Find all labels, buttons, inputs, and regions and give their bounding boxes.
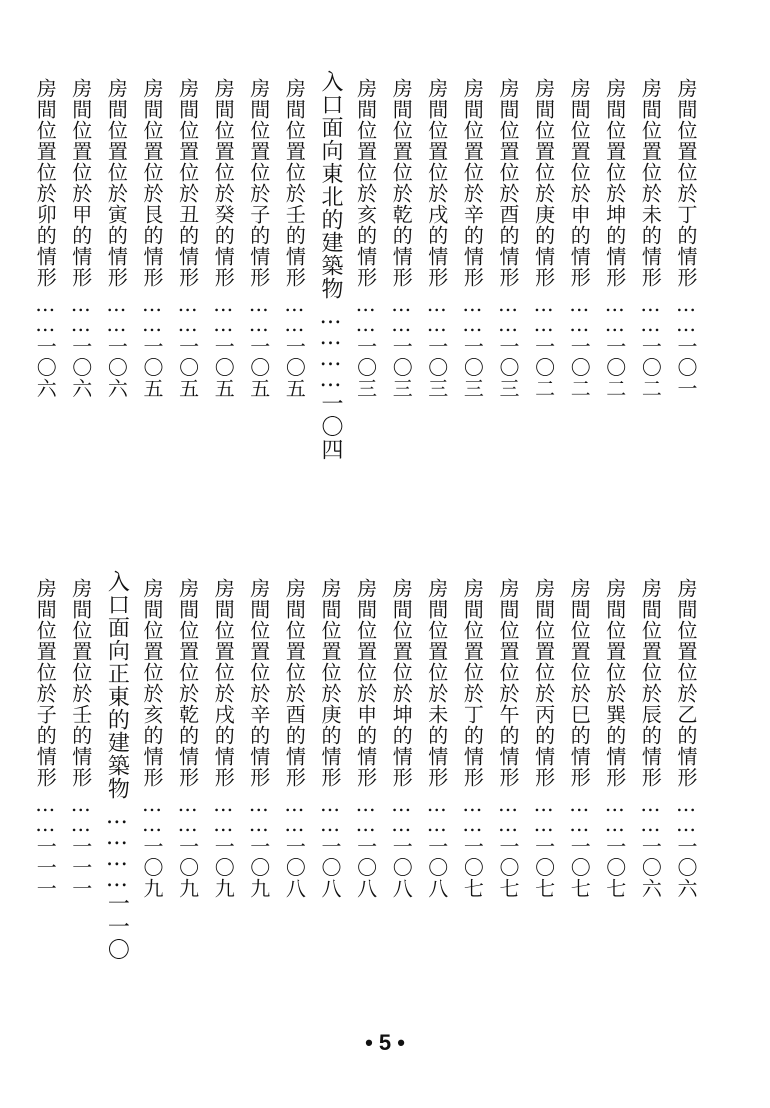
toc-entry-title: 房間位置位於辛的情形 (460, 78, 485, 288)
toc-entry (672, 78, 700, 399)
toc-leader-dots: …… (602, 792, 627, 832)
toc-entry (67, 578, 95, 899)
toc-leader-dots: …… (68, 792, 93, 832)
toc-entry (174, 78, 202, 399)
toc-leader-dots: …… (424, 292, 449, 332)
toc-entry (102, 78, 130, 399)
toc-entry-title: 入口面向東北的建築物 (318, 70, 343, 300)
toc-entry (174, 578, 202, 899)
toc-leader-dots: …… (318, 792, 342, 832)
toc-page-number: 一〇三 (353, 336, 378, 399)
toc-leader-dots: ………… (318, 304, 343, 388)
toc-entry-title: 房間位置位於戌的情形 (211, 578, 236, 788)
toc-entry (636, 578, 664, 899)
toc-entry (530, 578, 558, 899)
toc-page-number: 一〇三 (424, 336, 449, 399)
toc-leader-dots: …… (140, 792, 164, 832)
toc-leader-dots: …… (389, 292, 414, 332)
toc-page-number: 一〇七 (460, 836, 485, 899)
toc-leader-dots: …… (33, 292, 58, 332)
toc-entry (245, 78, 273, 399)
toc-entry (423, 578, 451, 899)
toc-page-number: 一〇六 (33, 336, 58, 399)
toc-entry (458, 578, 486, 899)
toc-leader-dots: …… (638, 792, 663, 832)
toc-page-number: 一〇九 (175, 836, 200, 899)
toc-page-number: 一〇八 (353, 836, 378, 899)
toc-entry (494, 578, 522, 899)
toc-page-number: 一〇一 (674, 336, 698, 399)
toc-leader-dots: …… (175, 792, 200, 832)
toc-leader-dots: …… (353, 292, 378, 332)
toc-page-number: 一一一 (33, 836, 58, 899)
toc-page-number: 一〇二 (602, 336, 627, 399)
toc-page-number: 一〇八 (282, 836, 307, 899)
toc-entry (458, 78, 486, 399)
toc-page-number: 一〇七 (567, 836, 592, 899)
toc-section-1 (0, 70, 770, 528)
toc-entry-title: 房間位置位於戌的情形 (424, 78, 449, 288)
toc-entry (672, 578, 700, 899)
toc-leader-dots: …… (282, 292, 307, 332)
toc-entry (352, 78, 380, 399)
toc-leader-dots: …… (674, 792, 698, 832)
toc-page-number: 一〇六 (674, 836, 698, 899)
toc-leader-dots: …… (567, 292, 592, 332)
toc-entry-title: 房間位置位於乾的情形 (175, 578, 200, 788)
toc-entry-title: 入口面向正東的建築物 (104, 570, 130, 800)
toc-entry-title: 房間位置位於庚的情形 (318, 578, 342, 788)
toc-entry (423, 78, 451, 399)
toc-leader-dots: …… (246, 292, 271, 332)
toc-page-number: 一〇六 (104, 336, 129, 399)
toc-entry (67, 78, 95, 399)
toc-entry (565, 578, 593, 899)
toc-entry-title: 房間位置位於丙的情形 (531, 578, 556, 788)
toc-entry (530, 78, 558, 399)
toc-entry (601, 78, 629, 399)
toc-page-number: 一〇五 (211, 336, 236, 399)
toc-leader-dots: …… (211, 792, 236, 832)
toc-entry-title: 房間位置位於壬的情形 (68, 578, 93, 788)
toc-entry-title: 房間位置位於亥的情形 (140, 578, 164, 788)
toc-entry-title: 房間位置位於酉的情形 (496, 78, 520, 288)
toc-page-number: 一〇八 (389, 836, 414, 899)
toc-entry (352, 578, 380, 899)
toc-entry-title: 房間位置位於丑的情形 (175, 78, 200, 288)
toc-entry-title: 房間位置位於乾的情形 (389, 78, 414, 288)
toc-entry (245, 578, 273, 899)
toc-entry-title: 房間位置位於坤的情形 (389, 578, 414, 788)
toc-entry-title: 房間位置位於未的情形 (424, 578, 449, 788)
toc-entry-title: 房間位置位於丁的情形 (460, 578, 485, 788)
toc-entry (280, 578, 308, 899)
toc-entry (209, 578, 237, 899)
toc-entry-title: 房間位置位於癸的情形 (211, 78, 236, 288)
toc-entry-title: 房間位置位於庚的情形 (531, 78, 556, 288)
toc-leader-dots: …… (68, 292, 93, 332)
toc-leader-dots: …… (567, 792, 592, 832)
toc-leader-dots: …… (460, 792, 485, 832)
toc-page-number: 一〇九 (140, 836, 164, 899)
toc-entry (565, 78, 593, 399)
toc-entry-title: 房間位置位於申的情形 (353, 578, 378, 788)
toc-entry-title: 房間位置位於子的情形 (33, 578, 58, 788)
toc-leader-dots: …… (424, 792, 449, 832)
toc-heading (102, 570, 130, 961)
toc-page-number: 一〇六 (638, 836, 663, 899)
toc-page-number: 一〇八 (424, 836, 449, 899)
toc-entry-title: 房間位置位於申的情形 (567, 78, 592, 288)
toc-entry (494, 78, 522, 399)
toc-heading (316, 70, 344, 461)
toc-entry-title: 房間位置位於艮的情形 (140, 78, 164, 288)
toc-entry-title: 房間位置位於辰的情形 (638, 578, 663, 788)
toc-page-number: 一一〇 (104, 892, 130, 961)
toc-page-number: 一〇五 (246, 336, 271, 399)
toc-entry-title: 房間位置位於午的情形 (496, 578, 520, 788)
toc-leader-dots: …… (33, 792, 58, 832)
toc-page-number: 一〇三 (460, 336, 485, 399)
page-number: • 5 • (365, 1030, 405, 1055)
toc-leader-dots: …… (389, 792, 414, 832)
toc-page-number: 一〇三 (496, 336, 520, 399)
toc-page-number: 一〇五 (175, 336, 200, 399)
toc-leader-dots: …… (353, 792, 378, 832)
toc-entry (138, 78, 166, 399)
toc-entry (31, 578, 59, 899)
toc-page-number: 一〇六 (68, 336, 93, 399)
toc-page-number: 一〇三 (389, 336, 414, 399)
toc-leader-dots: …… (531, 292, 556, 332)
toc-entry (387, 578, 415, 899)
toc-entry (31, 78, 59, 399)
toc-entry-title: 房間位置位於丁的情形 (674, 78, 698, 288)
toc-entry-title: 房間位置位於乙的情形 (674, 578, 698, 788)
toc-leader-dots: …… (531, 792, 556, 832)
toc-leader-dots: …… (175, 292, 200, 332)
toc-entry-title: 房間位置位於子的情形 (246, 78, 271, 288)
toc-entry (601, 578, 629, 899)
toc-page-number: 一〇八 (318, 836, 342, 899)
toc-page-number: 一〇七 (531, 836, 556, 899)
toc-entry-title: 房間位置位於巳的情形 (567, 578, 592, 788)
toc-leader-dots: …… (496, 792, 520, 832)
toc-entry-title: 房間位置位於未的情形 (638, 78, 663, 288)
toc-entry-title: 房間位置位於酉的情形 (282, 578, 307, 788)
toc-page-number: 一一一 (68, 836, 93, 899)
toc-entry (280, 78, 308, 399)
toc-entry-title: 房間位置位於卯的情形 (33, 78, 58, 288)
toc-leader-dots: …… (140, 292, 164, 332)
toc-leader-dots: …… (602, 292, 627, 332)
toc-page-number: 一〇七 (496, 836, 520, 899)
toc-entry-title: 房間位置位於辛的情形 (246, 578, 271, 788)
toc-leader-dots: …… (638, 292, 663, 332)
toc-page-number: 一〇四 (318, 392, 343, 461)
toc-leader-dots: …… (674, 292, 698, 332)
toc-page-number: 一〇九 (211, 836, 236, 899)
toc-section-2 (0, 570, 770, 1018)
toc-entry (316, 578, 344, 899)
toc-leader-dots: …… (496, 292, 520, 332)
toc-page-number: 一〇五 (140, 336, 164, 399)
toc-page-number: 一〇二 (567, 336, 592, 399)
toc-page-number: 一〇二 (531, 336, 556, 399)
toc-leader-dots: …… (104, 292, 129, 332)
toc-entry-title: 房間位置位於巽的情形 (602, 578, 627, 788)
toc-leader-dots: ………… (104, 804, 130, 888)
toc-page-number: 一〇七 (602, 836, 627, 899)
toc-entry-title: 房間位置位於亥的情形 (353, 78, 378, 288)
toc-entry-title: 房間位置位於甲的情形 (68, 78, 93, 288)
toc-page-number: 一〇五 (282, 336, 307, 399)
toc-leader-dots: …… (460, 292, 485, 332)
toc-leader-dots: …… (282, 792, 307, 832)
toc-entry-title: 房間位置位於寅的情形 (104, 78, 129, 288)
toc-leader-dots: …… (246, 792, 271, 832)
toc-entry (138, 578, 166, 899)
toc-entry (209, 78, 237, 399)
toc-leader-dots: …… (211, 292, 236, 332)
toc-entry (636, 78, 664, 399)
toc-entry-title: 房間位置位於坤的情形 (602, 78, 627, 288)
toc-entry (387, 78, 415, 399)
toc-page-number: 一〇二 (638, 336, 663, 399)
toc-entry-title: 房間位置位於壬的情形 (282, 78, 307, 288)
toc-page-number: 一〇九 (246, 836, 271, 899)
